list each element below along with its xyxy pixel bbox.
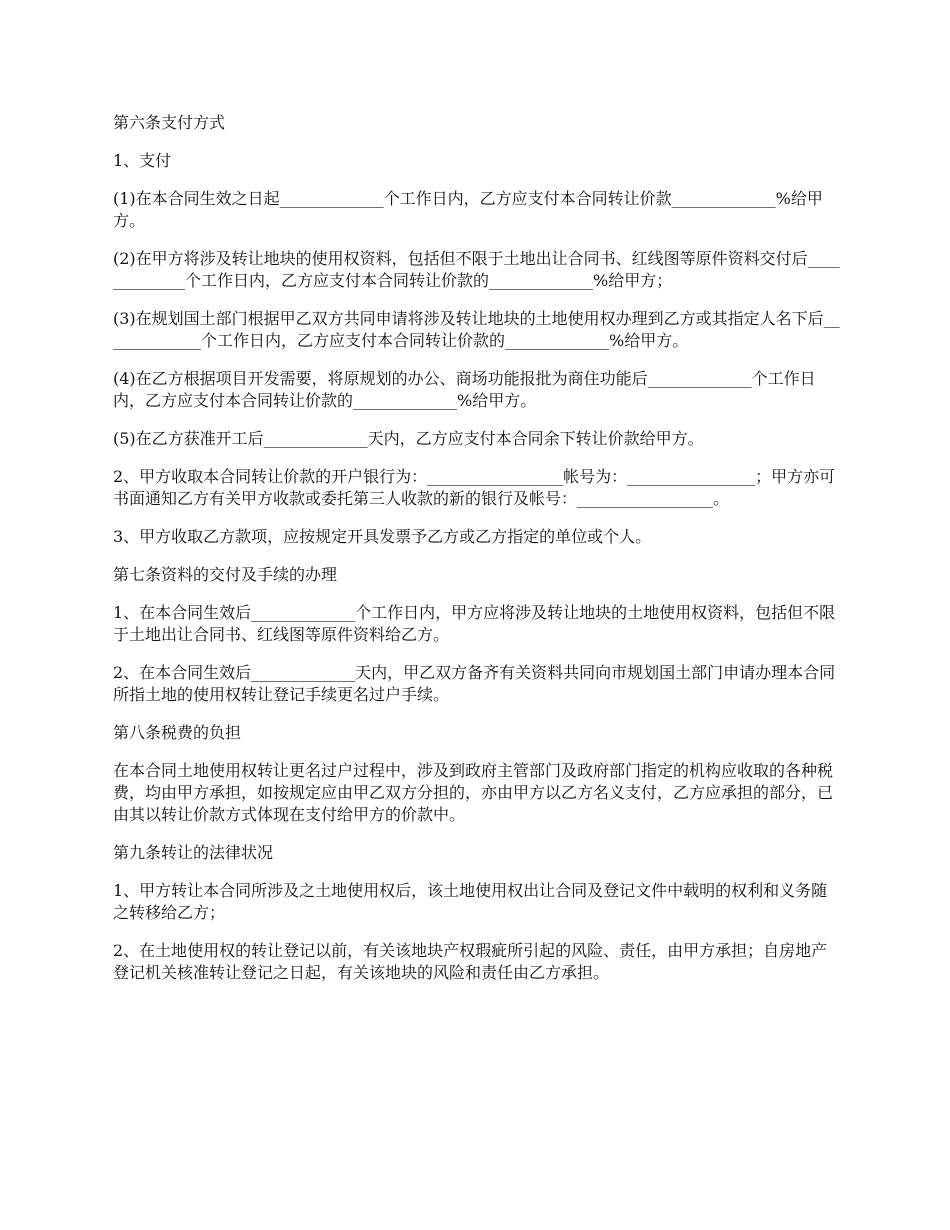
- section-heading-article-9: 第九条转让的法律状况: [113, 843, 274, 862]
- paragraph-payment-5: (5)在乙方获准开工后_____________天内，乙方应支付本合同余下转让价款给甲方。: [113, 429, 704, 448]
- paragraph-payment-2: (2)在甲方将涉及转让地块的使用权资料，包括但不限于土地出让合同书、红线图等原件资料交付后_____________个工作日内，乙方应支付本合同转让价款的_____________%给甲方；: [113, 249, 840, 290]
- paragraph-legal-2: 2、在土地使用权的转让登记以前，有关该地块产权瑕疵所引起的风险、责任，由甲方承担；自房地产登记机关核准转让登记之日起，有关该地块的风险和责任由乙方承担。: [113, 941, 828, 982]
- paragraph-taxes: 在本合同土地使用权转让更名过户过程中，涉及到政府主管部门及政府部门指定的机构应收取的各种税费，均由甲方承担，如按规定应由甲乙双方分担的，亦由甲方以乙方名义支付，乙方应承担的部分，已由其以转让价款方式体现在支付给甲方的价款中。: [113, 761, 834, 824]
- paragraph-bank-account: 2、甲方收取本合同转让价款的开户银行为：_________________帐号为：________________；甲方亦可书面通知乙方有关甲方收款或委托第三人收款的新的银行及帐号：_________________。: [113, 467, 836, 508]
- section-heading-article-7: 第七条资料的交付及手续的办理: [113, 565, 338, 584]
- paragraph-payment-3: (3)在规划国土部门根据甲乙双方共同申请将涉及转让地块的土地使用权办理到乙方或其指定人名下后_____________个工作日内，乙方应支付本合同转让价款的_____________%给甲方。: [113, 309, 840, 350]
- sub-heading-payment: 1、支付: [113, 151, 172, 170]
- paragraph-payment-4: (4)在乙方根据项目开发需要，将原规划的办公、商场功能报批为商住功能后_____________个工作日内，乙方应支付本合同转让价款的_____________%给甲方。: [113, 369, 816, 410]
- paragraph-invoice: 3、甲方收取乙方款项，应按规定开具发票予乙方或乙方指定的单位或个人。: [113, 527, 652, 546]
- section-heading-article-8: 第八条税费的负担: [113, 723, 242, 742]
- paragraph-registration: 2、在本合同生效后_____________天内，甲乙双方备齐有关资料共同向市规划国土部门申请办理本合同所指土地的使用权转让登记手续更名过户手续。: [113, 663, 836, 704]
- document-page: [113, 112, 843, 1000]
- paragraph-legal-1: 1、甲方转让本合同所涉及之土地使用权后，该土地使用权出让合同及登记文件中载明的权利和义务随之转移给乙方；: [113, 881, 828, 922]
- paragraph-documents-delivery: 1、在本合同生效后_____________个工作日内，甲方应将涉及转让地块的土地使用权资料，包括但不限于土地出让合同书、红线图等原件资料给乙方。: [113, 603, 836, 644]
- paragraph-payment-1: (1)在本合同生效之日起_____________个工作日内，乙方应支付本合同转让价款_____________%给甲方。: [113, 189, 823, 230]
- section-heading-article-6: 第六条支付方式: [113, 113, 226, 132]
